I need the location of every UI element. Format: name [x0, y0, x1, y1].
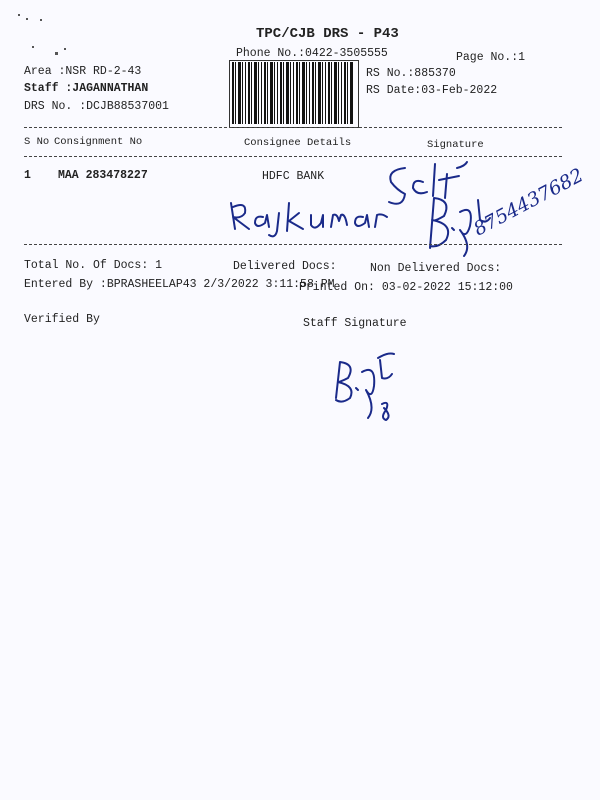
- barcode-image: [232, 62, 354, 124]
- column-signature: Signature: [427, 139, 484, 151]
- handwritten-receiver-name: [225, 195, 390, 245]
- staff-label: Staff :JAGANNATHAN: [24, 82, 149, 95]
- phone-digits: 8754437682: [470, 164, 588, 241]
- staff-signature: [330, 348, 400, 424]
- drs-title: TPC/CJB DRS - P43: [256, 26, 399, 42]
- drs-number: DRS No. :DCJB88537001: [24, 100, 169, 113]
- row-consignment-no: MAA 283478227: [58, 169, 148, 182]
- delivered-docs: Delivered Docs:: [233, 260, 337, 273]
- rs-date: RS Date:03-Feb-2022: [366, 84, 498, 97]
- page-number: Page No.:1: [456, 51, 526, 64]
- handwritten-phone-number: [470, 164, 588, 246]
- phone-number: Phone No.:0422-3505555: [236, 47, 388, 60]
- column-consignee-details: Consignee Details: [244, 137, 352, 149]
- staff-signature-label: Staff Signature: [303, 317, 407, 330]
- total-docs: Total No. Of Docs: 1: [24, 259, 163, 272]
- entered-by: Entered By :BPRASHEELAP43 2/3/2022 3:11:58 PM: [24, 278, 335, 291]
- column-s-no: S No: [24, 136, 50, 148]
- divider-header: [24, 156, 562, 157]
- row-s-no: 1: [24, 169, 31, 182]
- verified-by-label: Verified By: [24, 313, 100, 326]
- divider-bottom: [24, 244, 562, 245]
- non-delivered-docs: Non Delivered Docs:: [370, 262, 502, 275]
- area-label: Area :NSR RD-2-43: [24, 65, 142, 78]
- row-consignee: HDFC BANK: [262, 170, 325, 183]
- rs-number: RS No.:885370: [366, 67, 456, 80]
- divider-top: [24, 127, 562, 128]
- column-consignment-no: Consignment No: [54, 136, 143, 148]
- printed-on: Printed On: 03-02-2022 15:12:00: [299, 281, 513, 294]
